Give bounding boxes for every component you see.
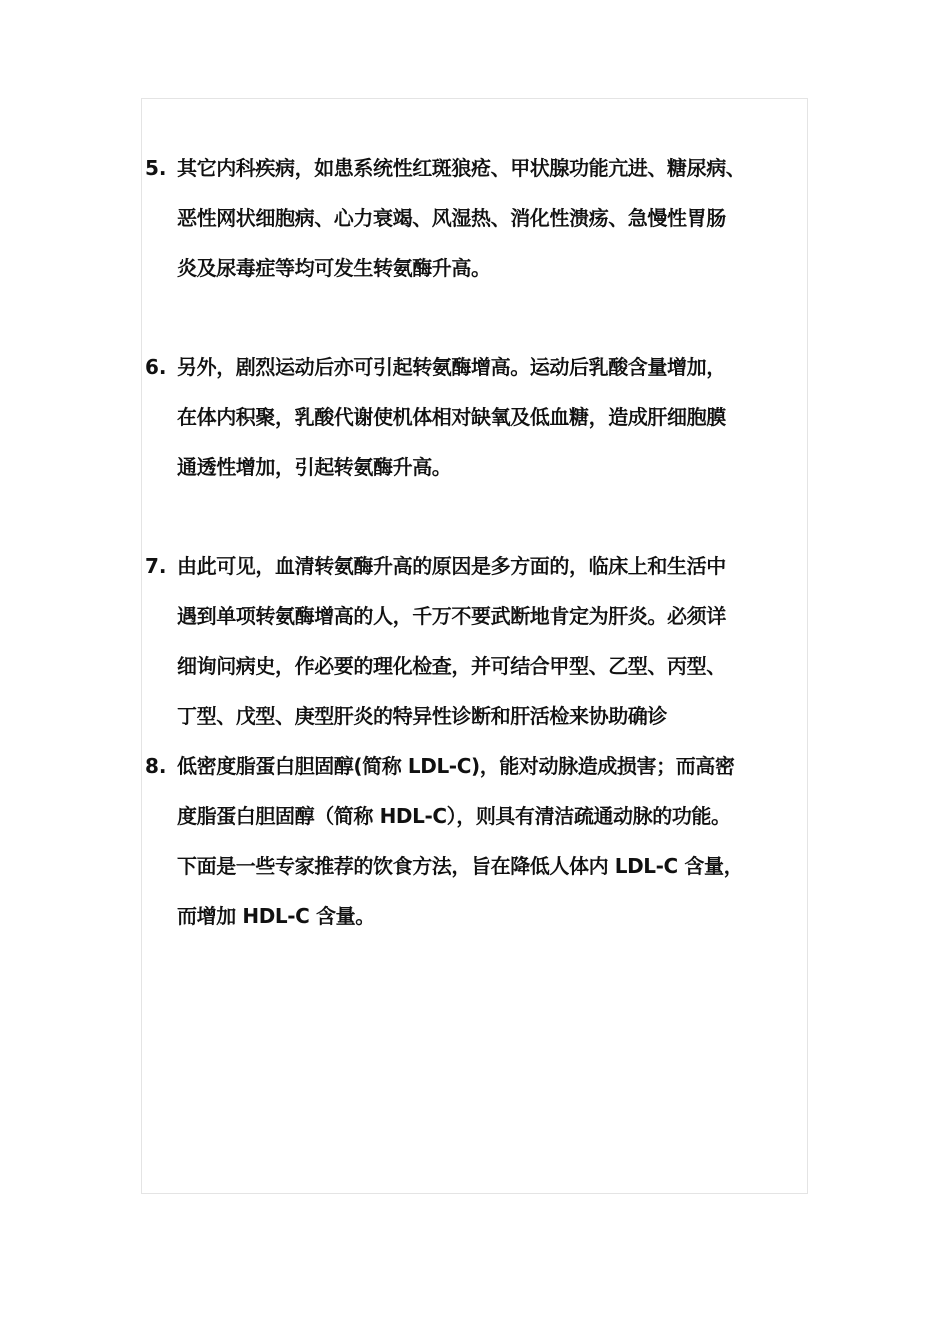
list-item-number: 6. (145, 355, 167, 379)
list-item-number: 8. (145, 754, 167, 778)
list-item-text: 另外，剧烈运动后亦可引起转氨酶增高。运动后乳酸含量增加， 在体内积聚，乳酸代谢使机体相对缺氧及低血糖，造成肝细胞膜 通透性增加，引起转氨酶升高。 (177, 355, 726, 479)
list-item-text: 其它内科疾病，如患系统性红斑狼疮、甲状腺功能亢进、糖尿病、 恶性网状细胞病、心力衰竭、风湿热、消化性溃疡、急慢性胃肠 炎及尿毒症等均可发生转氨酶升高。 (177, 156, 746, 280)
list-item (145, 741, 835, 941)
list-item-text: 由此可见，血清转氨酶升高的原因是多方面的，临床上和生活中 遇到单项转氨酶增高的人，千万不要武断地肯定为肝炎。必须详 细询问病史，作必要的理化检查，并可结合甲型、乙型、丙型、 丁型、戊型、庚型肝炎的特异性诊断和肝活检来协助确诊 (177, 554, 726, 728)
list-item-text: 低密度脂蛋白胆固醇(简称 LDL-C)，能对动脉造成损害；而高密 度脂蛋白胆固醇（简称 HDL-C），则具有清洁疏通动脉的功能。 下面是一些专家推荐的饮食方法，旨在降低人体内 LDL-C 含量， 而增加 HDL-C 含量。 (177, 754, 744, 928)
list-item-number: 7. (145, 554, 167, 578)
list-item (145, 541, 835, 741)
list-item (145, 143, 835, 293)
list-item-number: 5. (145, 156, 167, 180)
list-item (145, 342, 835, 492)
